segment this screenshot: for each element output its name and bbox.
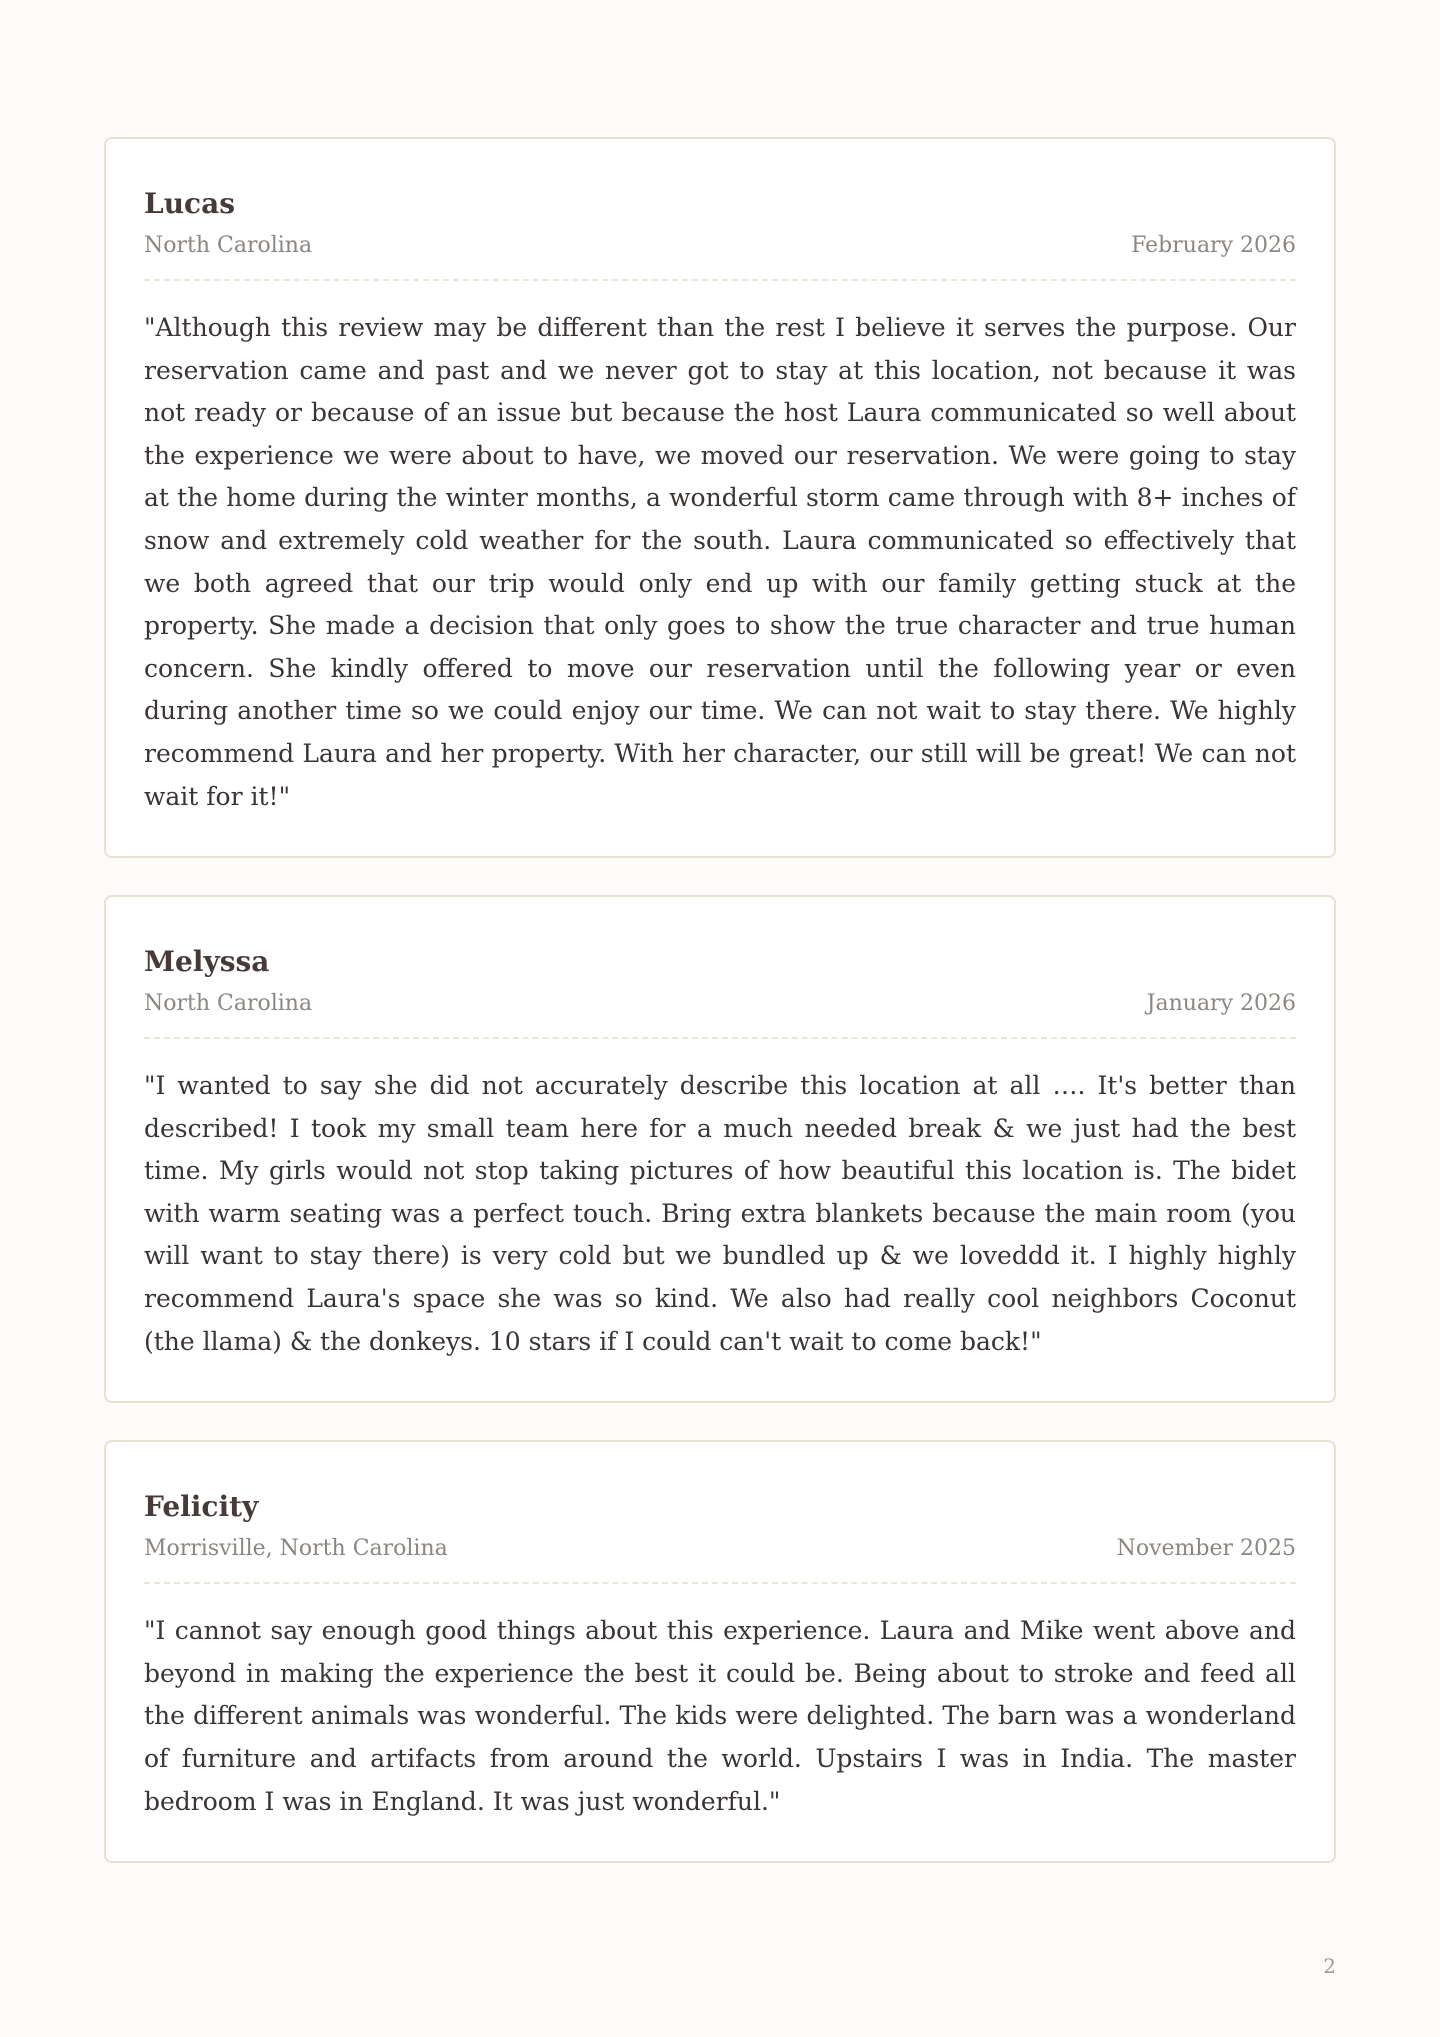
review-meta [144,1536,1296,1584]
review-text: "I cannot say enough good things about this experience. Laura and Mike went above and beyond in making the experience the best it could be. Being about to stroke and feed all the different animals was wonderful. The kids were delighted. The barn was a wonderland of furniture and artifacts from around the world. Upstairs I was in India. The master bedroom I was in England. It was just wonderful." [144,1616,1296,1816]
reviewer-name: Melyssa [144,945,270,979]
reviewer-name: Lucas [144,187,235,220]
review-meta [144,991,1296,1039]
review-date: November 2025 [1116,1535,1296,1561]
review-card [104,1440,1336,1863]
review-date: January 2026 [1146,990,1296,1016]
reviewer-location: North Carolina [144,990,313,1016]
review-meta [144,233,1296,281]
review-text: "I wanted to say she did not accurately describe this location at all …. It's better than described! I took my small team here for a much needed break & we just had the best time. My girls would not stop taking pictures of how beautiful this location is. The bidet with warm seating was a perfect touch. Bring extra blankets because the main room (you will want to stay there) is very cold but we bundled up & we loveddd it. I highly highly recommend Laura's space she was so kind. We also had really cool neighbors Coconut (the llama) & the donkeys. 10 stars if I could can't wait to come back!" [144,1071,1296,1356]
review-card [104,895,1336,1403]
review-date: February 2026 [1131,232,1296,258]
reviewer-location: North Carolina [144,232,313,258]
reviews-list [104,137,1336,1900]
reviewer-name: Felicity [144,1490,259,1524]
review-card [104,137,1336,858]
page-number: 2 [1323,1954,1336,1978]
review-text: "Although this review may be different than the rest I believe it serves the purpose. Our reservation came and past and we never got to stay at this location, not because it was not ready or because of an issue but because the host Laura communicated so well about the experience we were about to have, we moved our reservation. We were going to stay at the home during the winter months, a wonderful storm came through with 8+ inches of snow and extremely cold weather for the south. Laura communicated so effectively that we both agreed that our trip would only end up with our family getting stuck at the property. She made a decision that only goes to show the true character and true human concern. She kindly offered to move our reservation until the following year or even during another time so we could enjoy our time. We can not wait to stay there. We highly recommend Laura and her property. With her character, our still will be great! We can not wait for it!" [144,312,1296,811]
reviewer-location: Morrisville, North Carolina [144,1535,448,1561]
